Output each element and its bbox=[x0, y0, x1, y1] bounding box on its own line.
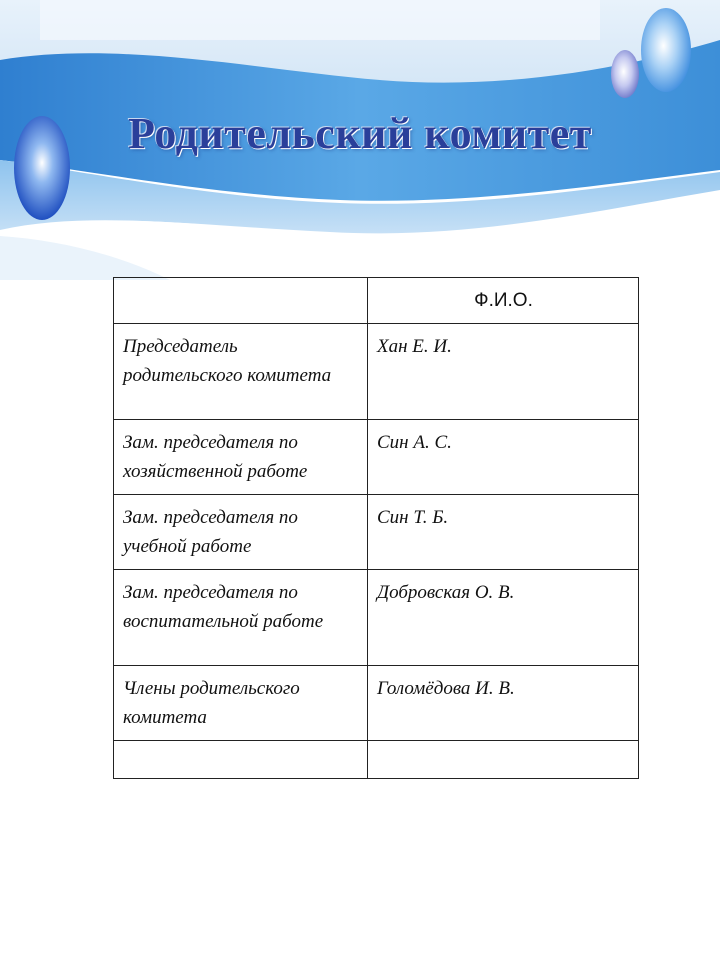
name-cell: Голомёдова И. В. bbox=[368, 666, 639, 741]
name-cell: Син А. С. bbox=[368, 420, 639, 495]
slide-title: Родительский комитет bbox=[128, 109, 592, 158]
role-cell: Зам. председателя по воспитательной работе bbox=[114, 570, 368, 666]
table-row bbox=[114, 570, 639, 666]
name-cell bbox=[368, 741, 639, 779]
committee-table bbox=[113, 277, 639, 779]
table-header-row bbox=[114, 278, 639, 324]
name-cell: Добровская О. В. bbox=[368, 570, 639, 666]
role-cell: Зам. председателя по хозяйственной работе bbox=[114, 420, 368, 495]
role-cell bbox=[114, 741, 368, 779]
name-cell: Хан Е. И. bbox=[368, 324, 639, 420]
table-row bbox=[114, 495, 639, 570]
decorative-orb-small bbox=[611, 50, 639, 98]
name-cell: Син Т. Б. bbox=[368, 495, 639, 570]
table-header-cell bbox=[114, 278, 368, 324]
decorative-orb-right bbox=[641, 8, 691, 92]
role-cell: Председатель родительского комитета bbox=[114, 324, 368, 420]
table-row bbox=[114, 666, 639, 741]
table-row bbox=[114, 741, 639, 779]
role-cell: Члены родительского комитета bbox=[114, 666, 368, 741]
role-cell: Зам. председателя по учебной работе bbox=[114, 495, 368, 570]
table-row bbox=[114, 420, 639, 495]
table-row bbox=[114, 324, 639, 420]
table-header-cell-fio: Ф.И.О. bbox=[368, 278, 639, 324]
